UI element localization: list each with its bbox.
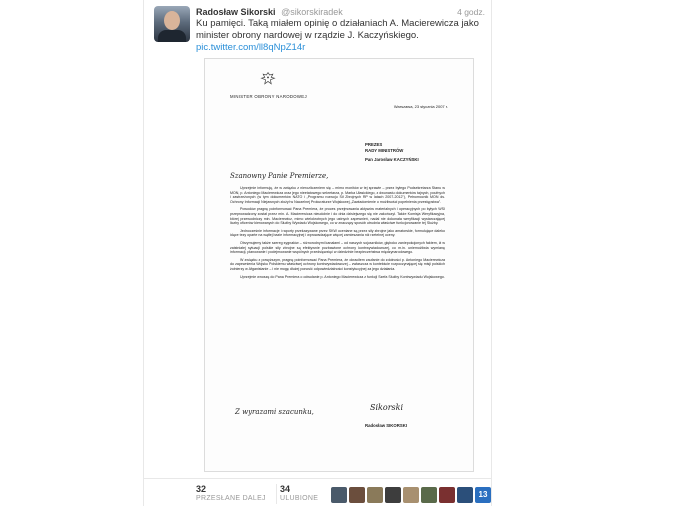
letter-paragraph: Otrzymujemy także szereg sygnałów – różnorodnymi kanałami – od naszych sojuszników, głęboko zaniepokojonych faktem, iż w zaistniałej sytuacji polskie siły zbrojne są efektywnie pozbawione ochrony kontrwywiadowczej, co m.in. uniemożliwia wymianę informacji, planowanie i podejmowanie wspólnych przedsięwzięć w dziedzinie bezpieczeństwa międzynarodowego. [230,240,445,255]
tweet-media-link[interactable]: pic.twitter.com/ll8qNpZ14r [196,42,306,53]
tweet-timestamp[interactable]: 4 godz. [457,7,485,17]
user-avatar[interactable] [403,487,419,503]
tweet-text [196,18,481,54]
letter-paragraph: Uprzejmie informuję, że w związku z nierozliczeniem się – mimo monitów w tej sprawie – przez byłego Podsekretarza Stanu w MON, p. Antoniego Macierewicza oraz jego nieetatowego sekretarza, p. Marka Ułasickiego, z dwunastu dokumentów tajnych, poufnych i zastrzeżonych (w tym dokumentów NATO i „Programu rozwoju Sił Zbrojnych RP w latach 2007-2012"), Pełnomocnik MON ds. Ochrony Informacji Niejawnych złożył w Naczelnej Prokuraturze Wojskowej „Zawiadomienie o możliwości popełnienia przestępstwa". [230,186,445,204]
letter-recipient [365,142,419,163]
user-avatar[interactable] [385,487,401,503]
engaged-users [331,487,491,503]
letter-signer: Radosław SIKORSKI [365,423,408,428]
user-avatar[interactable] [349,487,365,503]
avatar-face [164,11,180,30]
recipient-line: Pan Jarosław KACZYŃSKI [365,157,419,163]
eagle-emblem-icon [260,71,276,87]
author-avatar[interactable] [154,6,190,42]
letter-paragraph: Uprzejmie wnoszę do Pana Premiera o odwołanie p. Antoniego Macierewicza z funkcji Szefa Służby Kontrwywiadu Wojskowego. [240,274,445,279]
letter-paragraph: Jednocześnie informacje i raporty przekazywane przez SKW oceniane są przez siły zbrojne jako amatorskie, formułujące daleko idące tezy oparte na wątłej bazie informacyjnej i wprowadzające więcej zamieszania niż rzetelnej oceny. [230,228,445,238]
handwritten-signature: Sikorski [370,403,404,412]
stats-divider [276,484,277,504]
tweet-card [143,0,492,506]
favorites-stat[interactable] [280,484,318,502]
user-avatar[interactable] [439,487,455,503]
user-avatar[interactable] [421,487,437,503]
retweets-stat[interactable] [196,484,266,502]
recipient-line: PREZES [365,142,383,147]
favorites-count: 34 [280,484,291,494]
letter-closing: Z wyrazami szacunku, [235,408,314,416]
author-handle[interactable]: @sikorskiradek [281,7,343,17]
author-name[interactable]: Radosław Sikorski [196,7,276,17]
user-avatar[interactable]: 13 [475,487,491,503]
letter-paragraph: Powodów pragnę poinformować Pana Premiera, że proces przejmowania aktywów materialnych i operacyjnych po byłych WSI przeprowadzony został przez min. A. Macierewicza nieudolnie i do dnia dzisiejszego się nie zakończył. Także Komisja Weryfikacyjna, której przewodniczy min. Macierewicz, mimo wielokrotnych jego ustnych zapewnień, nadal nie dokonała weryfikacji wystarczającej liczby oficerów kierowanych do Służby Wywiadu Wojskowego, co w znaczący sposób utrudnia właściwe funkcjonowanie tej Służby. [230,207,445,226]
letter-salutation: Szanowny Panie Premierze, [230,172,329,180]
letter-paragraph: W związku z powyższym, pragnę poinformować Pana Premiera, że okraciłem zaufanie do zdolności p. Antoniego Macierewicza do zapewnienia Wojsku Polskiemu właściwej ochrony kontrwywiadowczej – zwłaszcza w kontekście rozpoczynającej się misji polskich żołnierzy w Afganistanie – i nie mogę dłużej ponosić odpowiedzialności konstytucyjnej za jego działania. [230,257,445,271]
user-avatar[interactable] [367,487,383,503]
recipient-line: RADY MINISTRÓW [365,147,404,153]
letter-date: Warszawa, 23 stycznia 2007 r. [393,104,448,109]
tweet-stats [144,478,491,507]
user-avatar[interactable] [457,487,473,503]
tweet-body: Ku pamięci. Taką miałem opinię o działaniach A. Macierewicza jako minister obrony nardowej w rządzie J. Kaczyńskiego. [196,18,479,41]
letter-body [230,186,445,282]
favorites-label: ULUBIONE [280,495,319,502]
avatar-suit [158,30,186,42]
letter-ministry: MINISTER OBRONY NARODOWEJ [230,94,307,99]
user-avatar[interactable] [331,487,347,503]
retweets-label: PRZESŁANE DALEJ [196,495,266,502]
retweets-count: 32 [196,484,207,494]
letter-image[interactable] [204,58,474,472]
